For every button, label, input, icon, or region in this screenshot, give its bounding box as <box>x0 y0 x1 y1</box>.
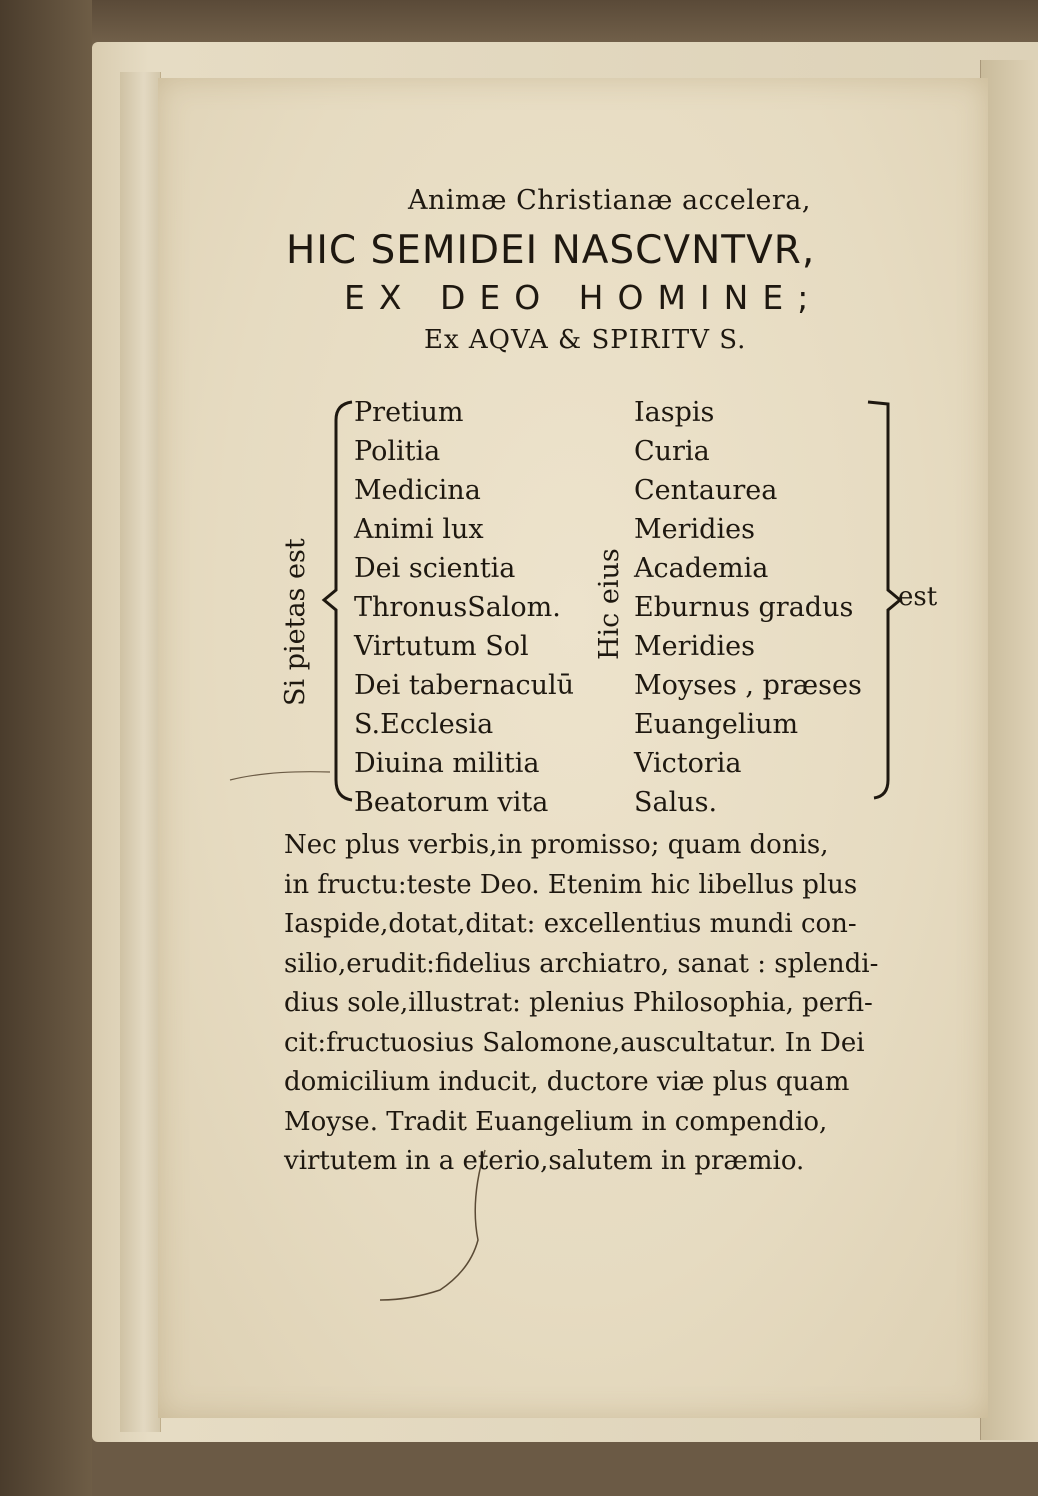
paragraph-line: Moyse. Tradit Euangelium in compendio, <box>284 1106 828 1137</box>
paragraph-line: in fructu:teste Deo. Etenim hic libellus plus <box>284 869 858 900</box>
list-item: Beatorum vita <box>354 787 549 818</box>
list-item: Salus. <box>634 787 718 818</box>
left-side-label: Si pietas est <box>280 538 311 706</box>
list-item: Dei tabernaculū <box>354 670 574 701</box>
paragraph-line: Iaspide,dotat,ditat: excellentius mundi con- <box>284 909 857 939</box>
list-item: S.Ecclesia <box>354 709 494 740</box>
stray-mark <box>230 772 330 780</box>
paragraph-line: silio,erudit:fidelius archiatro, sanat : splendi- <box>284 948 879 979</box>
right-bracket <box>868 402 900 798</box>
paragraph-line: domicilium inducit, ductore viæ plus quam <box>284 1067 850 1097</box>
list-item: Curia <box>634 436 710 467</box>
list-item: Animi lux <box>354 514 484 545</box>
list-item: Meridies <box>634 514 755 545</box>
heading-line-1: Animæ Christianæ accelera, <box>408 185 811 216</box>
list-item: Dei scientia <box>354 553 516 584</box>
heading-line-3: EX DEO HOMINE; <box>344 278 823 317</box>
heading-line-4: Ex AQVA & SPIRITV S. <box>424 325 747 355</box>
left-brace <box>324 402 352 800</box>
list-item: Euangelium <box>634 709 799 740</box>
middle-label: Hic eius <box>594 548 625 660</box>
heading-line-2: HIC SEMIDEI NASCVNTVR, <box>286 228 816 273</box>
list-item: Eburnus gradus <box>634 592 854 623</box>
list-item: Moyses , præses <box>634 670 862 701</box>
list-item: Iaspis <box>634 397 715 428</box>
list-item: Academia <box>634 553 769 584</box>
list-item: Politia <box>354 436 441 467</box>
list-item: Virtutum Sol <box>354 631 529 662</box>
list-item: Centaurea <box>634 475 778 506</box>
list-item: ThronusSalom. <box>354 592 561 623</box>
paragraph-line: virtutem in a eterio,salutem in præmio. <box>284 1146 805 1176</box>
right-label: est <box>898 582 938 612</box>
body-paragraph <box>284 826 974 1182</box>
list-item: Meridies <box>634 631 755 662</box>
paragraph-line: cit:fructuosius Salomone,auscultatur. In Dei <box>284 1027 865 1058</box>
paragraph-line: Nec plus verbis,in promisso; quam donis, <box>284 830 829 860</box>
list-item: Pretium <box>354 397 464 428</box>
list-item: Victoria <box>634 748 742 779</box>
list-item: Diuina militia <box>354 748 540 779</box>
paragraph-line: dius sole,illustrat: plenius Philosophia, perfi- <box>284 988 873 1018</box>
list-item: Medicina <box>354 475 481 506</box>
